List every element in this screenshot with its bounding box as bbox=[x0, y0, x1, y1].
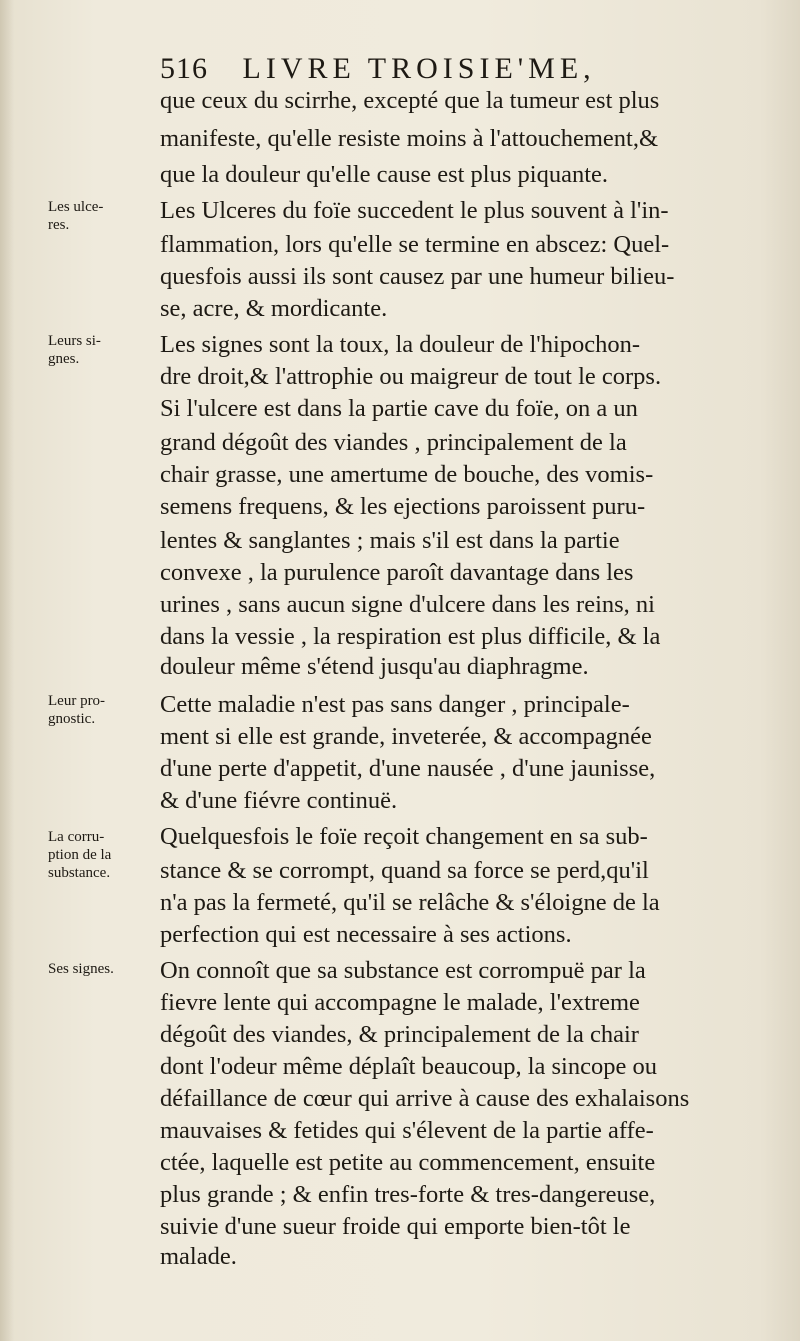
marginal-note-prognostic: Leur pro- gnostic. bbox=[48, 693, 106, 727]
text-line: grand dégoût des viandes , principalement de la bbox=[160, 429, 627, 456]
text-line: malade. bbox=[160, 1243, 237, 1270]
text-line: Quelquesfois le foïe reçoit changement en sa sub- bbox=[160, 823, 648, 850]
text-line: Les signes sont la toux, la douleur de l'hipochon- bbox=[160, 331, 641, 358]
text-line: défaillance de cœur qui arrive à cause des exhalaisons bbox=[160, 1085, 690, 1112]
marginal-note-ses-signes: Ses signes. bbox=[48, 961, 114, 977]
text-line: douleur même s'étend jusqu'au diaphragme. bbox=[160, 653, 589, 680]
page-number: 516 bbox=[160, 52, 208, 85]
text-line: dont l'odeur même déplaît beaucoup, la sincope ou bbox=[160, 1053, 657, 1080]
text-line: ctée, laquelle est petite au commencement, ensuite bbox=[160, 1149, 656, 1176]
text-line: flammation, lors qu'elle se termine en abscez: Quel- bbox=[160, 231, 670, 258]
text-line: manifeste, qu'elle resiste moins à l'attouchement,& bbox=[160, 125, 659, 152]
text-line: On connoît que sa substance est corrompuë par la bbox=[160, 957, 646, 984]
text-line: n'a pas la fermeté, qu'il se relâche & s'éloigne de la bbox=[160, 889, 660, 916]
text-line: d'une perte d'appetit, d'une nausée , d'une jaunisse, bbox=[160, 755, 656, 782]
text-line: chair grasse, une amertume de bouche, des vomis- bbox=[160, 461, 654, 488]
text-line: que la douleur qu'elle cause est plus piquante. bbox=[160, 161, 608, 188]
text-line: fievre lente qui accompagne le malade, l'extreme bbox=[160, 989, 640, 1016]
marginal-note-ulceres: Les ulce- res. bbox=[48, 199, 104, 233]
text-line: perfection qui est necessaire à ses actions. bbox=[160, 921, 572, 948]
text-line: dégoût des viandes, & principalement de la chair bbox=[160, 1021, 639, 1048]
text-line: quesfois aussi ils sont causez par une humeur bilieu- bbox=[160, 263, 675, 290]
text-line: ment si elle est grande, inveterée, & accompagnée bbox=[160, 723, 652, 750]
text-line: se, acre, & mordicante. bbox=[160, 295, 388, 322]
text-line: dre droit,& l'attrophie ou maigreur de tout le corps. bbox=[160, 363, 662, 390]
text-line: urines , sans aucun signe d'ulcere dans les reins, ni bbox=[160, 591, 655, 618]
marginal-note-corruption: La corru- ption de la substance. bbox=[48, 829, 112, 881]
text-line: que ceux du scirrhe, excepté que la tumeur est plus bbox=[160, 87, 660, 114]
text-line: convexe , la purulence paroît davantage dans les bbox=[160, 559, 634, 586]
marginal-note-signes: Leurs si- gnes. bbox=[48, 333, 101, 367]
text-line: Si l'ulcere est dans la partie cave du foïe, on a un bbox=[160, 395, 638, 422]
text-line: semens frequens, & les ejections paroissent puru- bbox=[160, 493, 646, 520]
text-line: stance & se corrompt, quand sa force se perd,qu'il bbox=[160, 857, 649, 884]
text-line: plus grande ; & enfin tres-forte & tres-dangereuse, bbox=[160, 1181, 656, 1208]
text-line: Cette maladie n'est pas sans danger , principale- bbox=[160, 691, 630, 718]
page-gutter-shadow bbox=[0, 0, 14, 1341]
running-title: LIVRE TROISIE'ME, bbox=[242, 52, 596, 85]
text-line: dans la vessie , la respiration est plus difficile, & la bbox=[160, 623, 661, 650]
text-line: & d'une fiévre continuë. bbox=[160, 787, 398, 814]
text-line: lentes & sanglantes ; mais s'il est dans la partie bbox=[160, 527, 620, 554]
running-head bbox=[160, 52, 720, 86]
text-line: suivie d'une sueur froide qui emporte bien-tôt le bbox=[160, 1213, 631, 1240]
text-line: Les Ulceres du foïe succedent le plus souvent à l'in- bbox=[160, 197, 669, 224]
text-line: mauvaises & fetides qui s'élevent de la partie affe- bbox=[160, 1117, 654, 1144]
